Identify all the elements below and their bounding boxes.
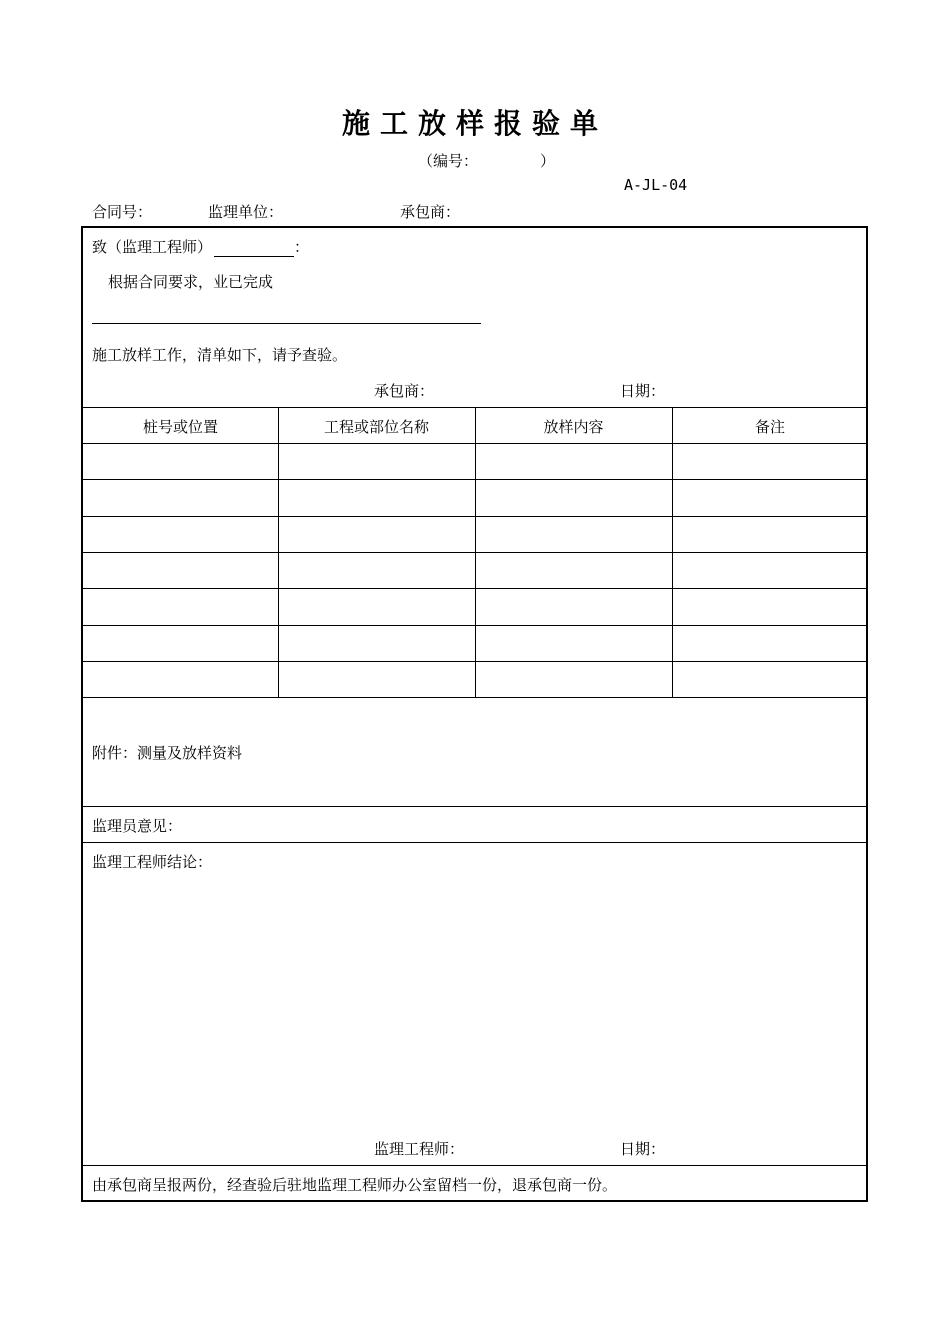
serial-label: （编号：: [418, 152, 479, 170]
section-divider: [83, 1165, 866, 1166]
footer-note: 由承包商呈报两份，经查验后驻地监理工程师办公室留档一份，退承包商一份。: [92, 1176, 618, 1194]
section-divider: [83, 842, 866, 843]
conclusion-date-label: 日期：: [620, 1140, 666, 1158]
serial-number: [418, 150, 555, 171]
table-column-divider: [278, 407, 279, 697]
table-bottom-border: [83, 697, 866, 698]
engineer-conclusion-label: 监理工程师结论：: [92, 853, 213, 871]
header-project-part-name: 工程或部位名称: [323, 418, 429, 436]
table-column-divider: [475, 407, 476, 697]
document-title: 施工放样报验单: [341, 107, 608, 140]
intro-text: 根据合同要求，业已完成: [108, 273, 274, 291]
supervisor-unit-label: 监理单位：: [208, 203, 284, 221]
attachment-text: 附件：测量及放样资料: [92, 744, 243, 762]
header-setting-out-content: 放样内容: [543, 418, 604, 436]
header-remarks: 备注: [754, 418, 785, 436]
form-code: A-JL-04: [624, 176, 688, 194]
serial-close: ）: [540, 152, 556, 170]
contractor-signature-label: 承包商：: [374, 382, 435, 400]
table-column-divider: [672, 407, 673, 697]
addressee-blank: [214, 240, 294, 257]
header-station-location: 桩号或位置: [142, 418, 218, 436]
addressee-colon: ：: [294, 238, 310, 256]
work-list-text: 施工放样工作，清单如下，请予查验。: [92, 346, 348, 364]
contractor-label: 承包商：: [400, 203, 461, 221]
addressee-label: 致（监理工程师）: [92, 238, 213, 256]
work-description-blank: [92, 323, 481, 324]
inspector-opinion-label: 监理员意见：: [92, 817, 183, 835]
inspection-form: [81, 226, 868, 1202]
engineer-signature-label: 监理工程师：: [374, 1140, 465, 1158]
request-date-label: 日期：: [620, 382, 666, 400]
addressee-line: [92, 236, 309, 257]
contract-number-label: 合同号：: [92, 203, 153, 221]
section-divider: [83, 806, 866, 807]
